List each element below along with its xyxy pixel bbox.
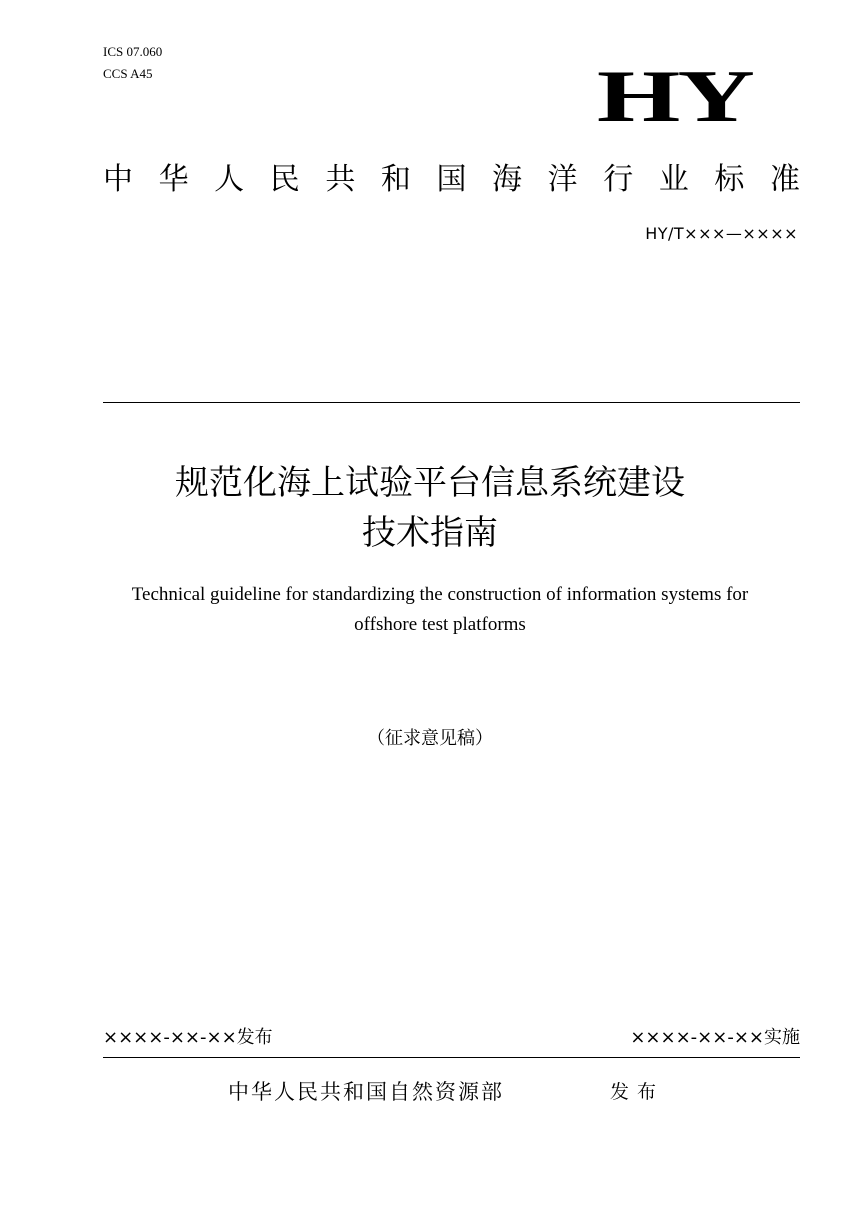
issued-label: 发布 <box>610 1081 665 1103</box>
hy-logo: HY <box>596 56 752 138</box>
ics-code: ICS 07.060 <box>103 44 163 59</box>
standard-type-char: 人 <box>214 162 245 197</box>
standard-type-title <box>103 160 800 200</box>
document-title-line-1: 规范化海上试验平台信息系统建设 <box>175 463 685 503</box>
english-title-line-1: Technical guideline for standardizing the construction of information systems for <box>131 584 749 605</box>
standard-type-char: 民 <box>269 162 300 197</box>
standard-type-char: 准 <box>769 162 800 197</box>
ccs-code: CCS A45 <box>103 66 153 81</box>
issuing-authority: 中华人民共和国自然资源部 <box>228 1080 504 1104</box>
standard-type-char: 业 <box>658 162 689 197</box>
standard-type-char: 和 <box>380 162 411 197</box>
standard-type-char: 国 <box>436 162 467 197</box>
standard-type-char: 洋 <box>547 162 578 197</box>
standard-type-char: 标 <box>714 162 745 197</box>
draft-status: （征求意见稿） <box>367 728 493 749</box>
english-title <box>90 580 790 640</box>
top-divider <box>103 402 800 403</box>
bottom-divider <box>103 1057 800 1058</box>
standard-type-char: 中 <box>103 162 133 197</box>
standard-type-char: 行 <box>603 162 634 197</box>
standard-type-char: 共 <box>325 162 356 197</box>
implement-date: ××××-××-××实施 <box>630 1027 800 1048</box>
standard-type-char: 海 <box>492 162 523 197</box>
document-title <box>0 458 860 558</box>
document-title-line-2: 技术指南 <box>362 513 498 553</box>
english-title-line-2: offshore test platforms <box>354 614 526 635</box>
publish-date: ××××-××-××发布 <box>103 1027 273 1048</box>
standard-type-char: 华 <box>158 162 189 197</box>
standard-code: HY/T×××—×××× <box>645 224 798 243</box>
